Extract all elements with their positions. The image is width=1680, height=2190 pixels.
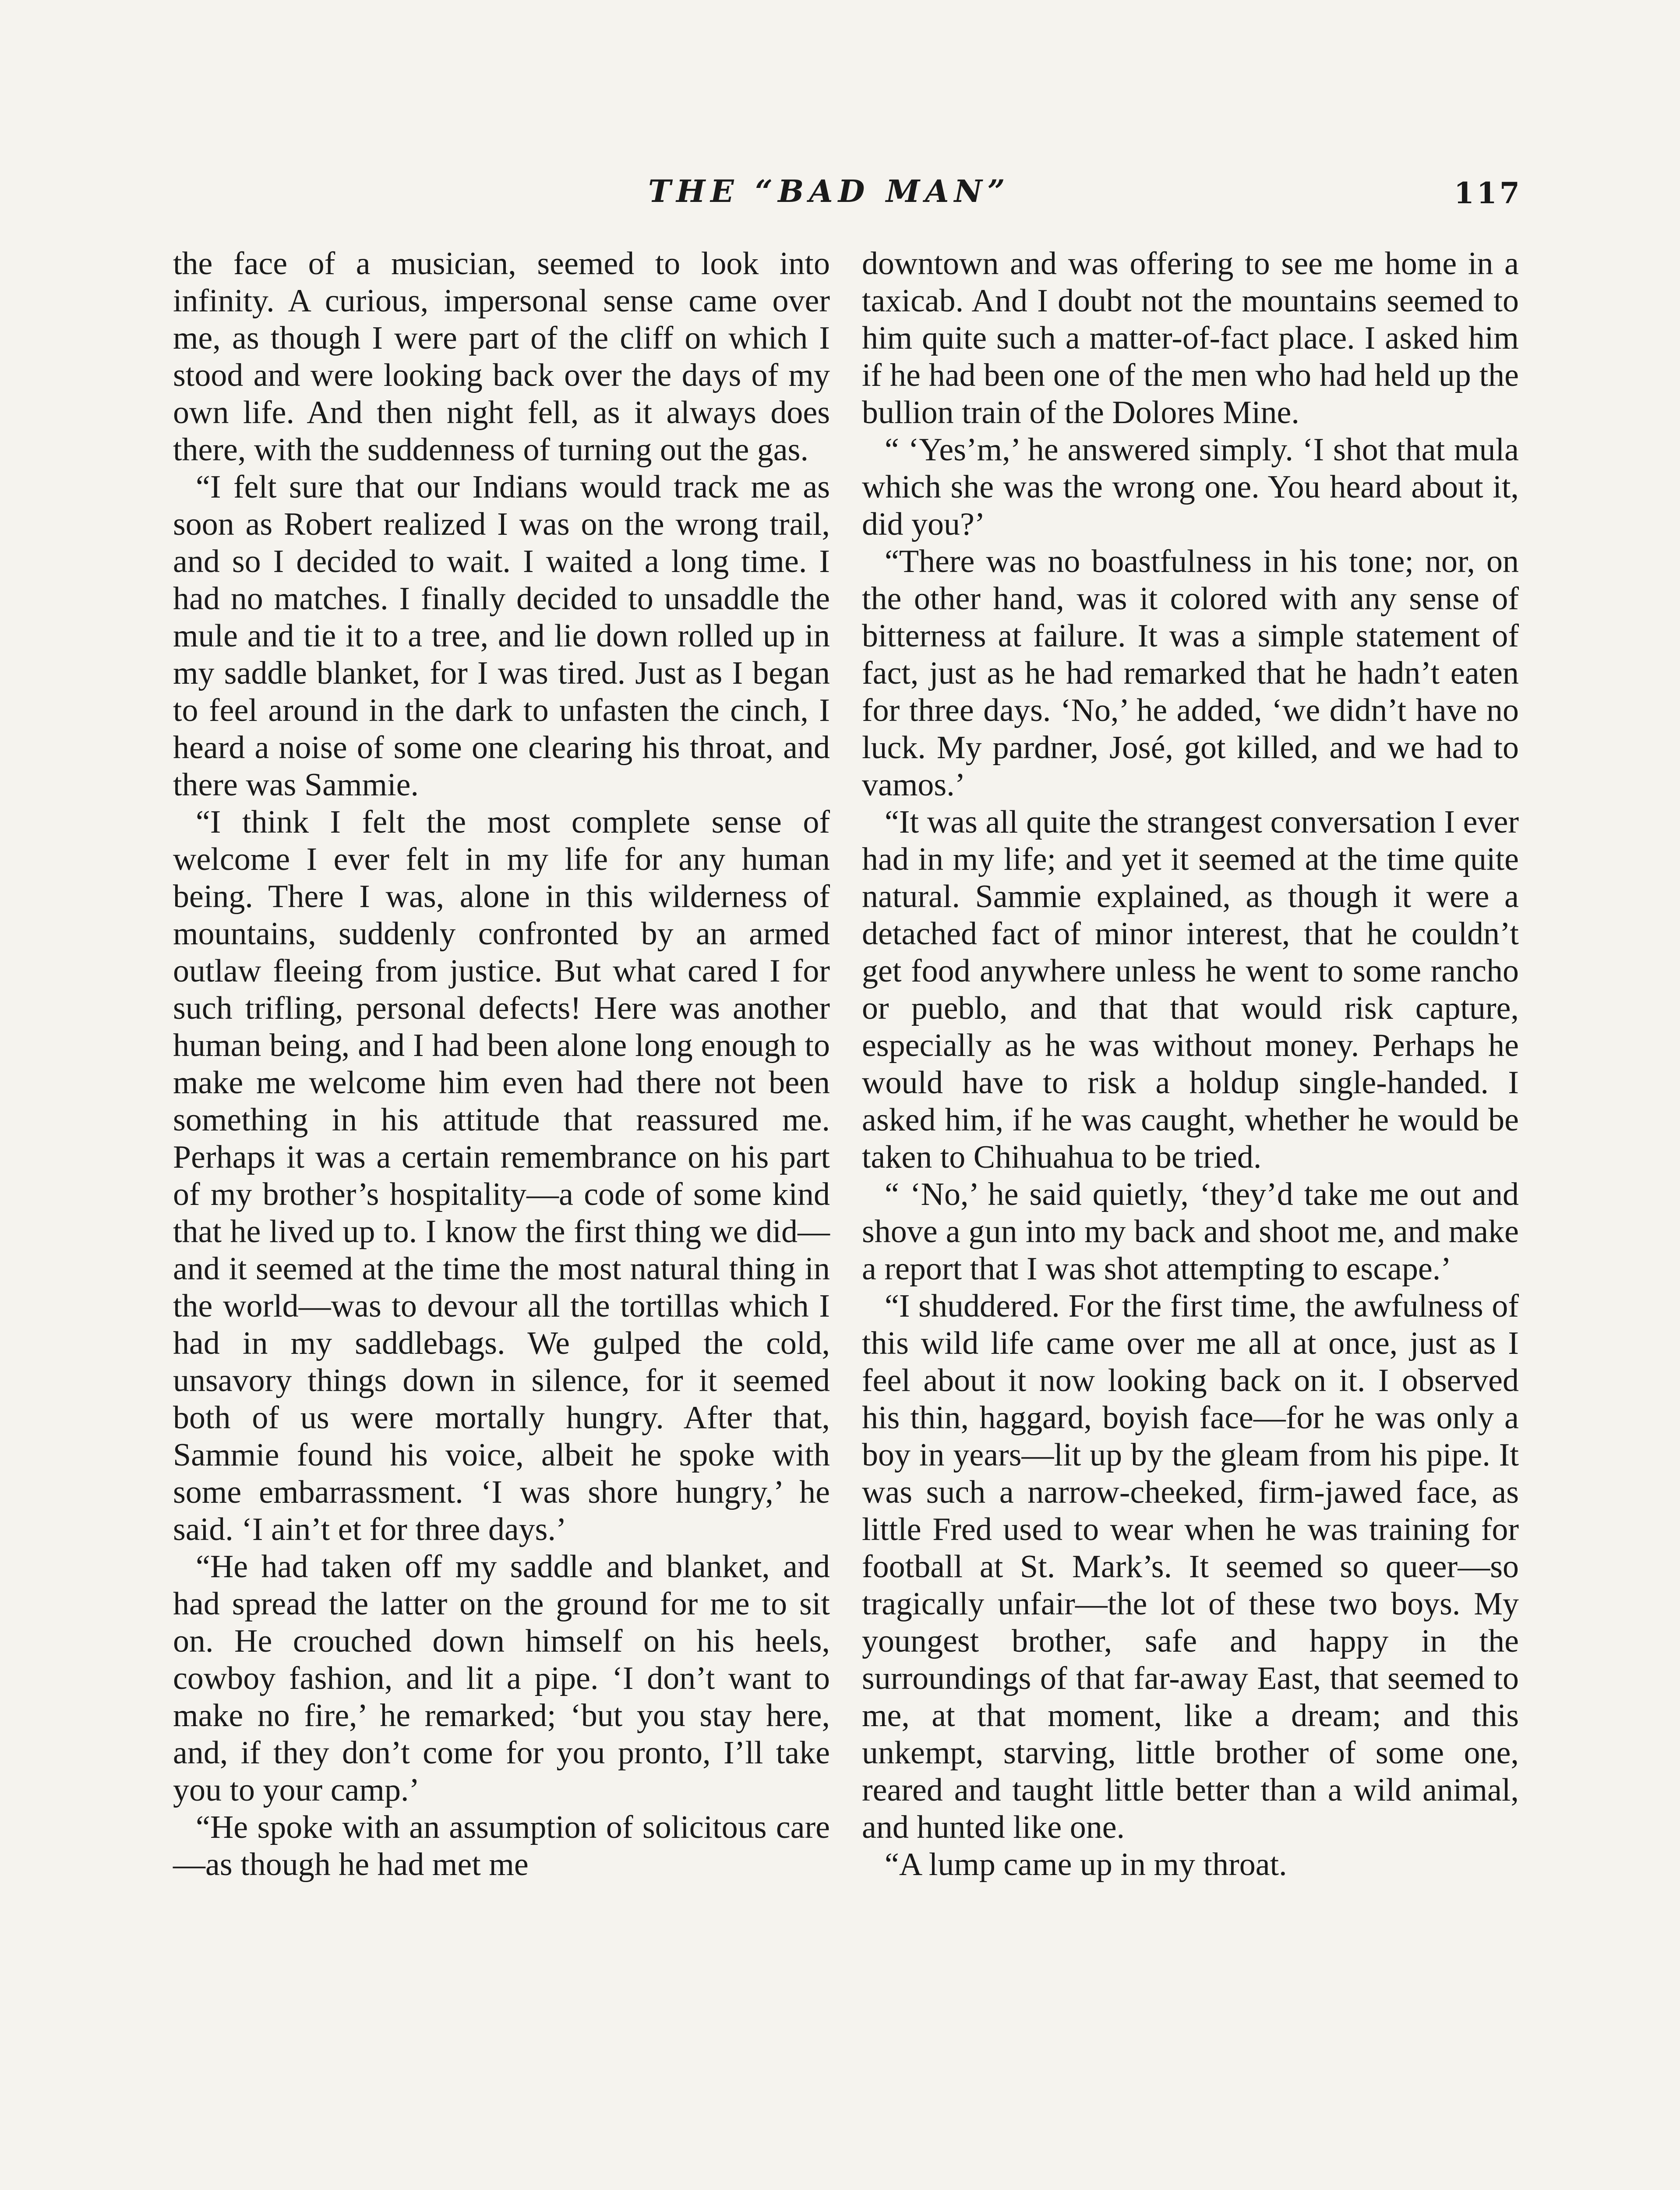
paragraph: “I shuddered. For the first time, the awfulness of this wild life came over me all at once, just as I feel about it now looking back on it. I observed his thin, haggard, boyish face—for he was only a boy in years—lit up by the gleam from his pipe. It was such a narrow-cheeked, firm-jawed face, as little Fred used to wear when he was training for football at St. Mark’s. It seemed so queer—so tragically unfair—the lot of these two boys. My youngest brother, safe and happy in the surroundings of that far-away East, that seemed to me, at that moment, like a dream; and this unkempt, starving, little brother of some one, reared and taught little better than a wild animal, and hunted like one.	[862, 1288, 1519, 1845]
paragraph: “It was all quite the strangest conversation I ever had in my life; and yet it seemed at the time quite natural. Sammie explained, as though it were a detached fact of minor interest, that he couldn’t get food anywhere unless he went to some rancho or pueblo, and that that would risk capture, especially as he was without money. Perhaps he would have to risk a holdup single-handed. I asked him, if he was caught, whether he would be taken to Chihuahua to be tried.	[862, 804, 1519, 1175]
paragraph: “A lump came up in my throat.	[885, 1847, 1287, 1883]
paragraph: “ ‘Yes’m,’ he answered simply. ‘I shot that mula which she was the wrong one. You heard about it, did you?’	[862, 432, 1519, 542]
page-number: 117	[1454, 176, 1522, 210]
running-title: THE “BAD MAN”	[648, 173, 1010, 209]
paragraph: the face of a musician, seemed to look into infinity. A curious, impersonal sense came over me, as though I were part of the cliff on which I stood and were looking back over the days of my own life. And then night fell, as it always does there, with the suddenness of turning out the gas.	[173, 246, 830, 468]
paragraph: “He spoke with an assumption of solicitous care—as though he had met me	[173, 1809, 830, 1883]
paragraph: “There was no boastfulness in his tone; nor, on the other hand, was it colored with any sense of bitterness at failure. It was a simple statement of fact, just as he had remarked that he hadn’t eaten for three days. ‘No,’ he added, ‘we didn’t have no luck. My pardner, José, got killed, and we had to vamos.’	[862, 544, 1519, 803]
paragraph: “I think I felt the most complete sense of welcome I ever felt in my life for any human being. There I was, alone in this wilderness of mountains, suddenly confronted by an armed outlaw fleeing from justice. But what cared I for such trifling, personal defects! Here was another human being, and I had been alone long enough to make me welcome him even had there not been something in his attitude that reassured me. Perhaps it was a certain remembrance on his part of my brother’s hospitality—a code of some kind that he lived up to. I know the first thing we did—and it seemed at the time the most natural thing in the world—was to devour all the tortillas which I had in my saddlebags. We gulped the cold, unsavory things down in silence, for it seemed both of us were mortally hungry. After that, Sammie found his voice, albeit he spoke with some embarrassment. ‘I was shore hungry,’ he said. ‘I ain’t et for three days.’	[173, 804, 830, 1547]
paragraph: “ ‘No,’ he said quietly, ‘they’d take me out and shove a gun into my back and shoot me, and make a report that I was shot attempting to escape.’	[862, 1176, 1519, 1287]
right-column	[862, 245, 1519, 1883]
left-column	[173, 245, 830, 1883]
paragraph: “He had taken off my saddle and blanket, and had spread the latter on the ground for me to sit on. He crouched down himself on his heels, cowboy fashion, and lit a pipe. ‘I don’t want to make no fire,’ he remarked; ‘but you stay here, and, if they don’t come for you pronto, I’ll take you to your camp.’	[173, 1549, 830, 1808]
paragraph: downtown and was offering to see me home in a taxicab. And I doubt not the mountains seemed to him quite such a matter-of-fact place. I asked him if he had been one of the men who had held up the bullion train of the Dolores Mine.	[862, 246, 1519, 431]
paragraph: “I felt sure that our Indians would track me as soon as Robert realized I was on the wrong trail, and so I decided to wait. I waited a long time. I had no matches. I finally decided to unsaddle the mule and tie it to a tree, and lie down rolled up in my saddle blanket, for I was tired. Just as I began to feel around in the dark to unfasten the cinch, I heard a noise of some one clearing his throat, and there was Sammie.	[173, 469, 830, 803]
